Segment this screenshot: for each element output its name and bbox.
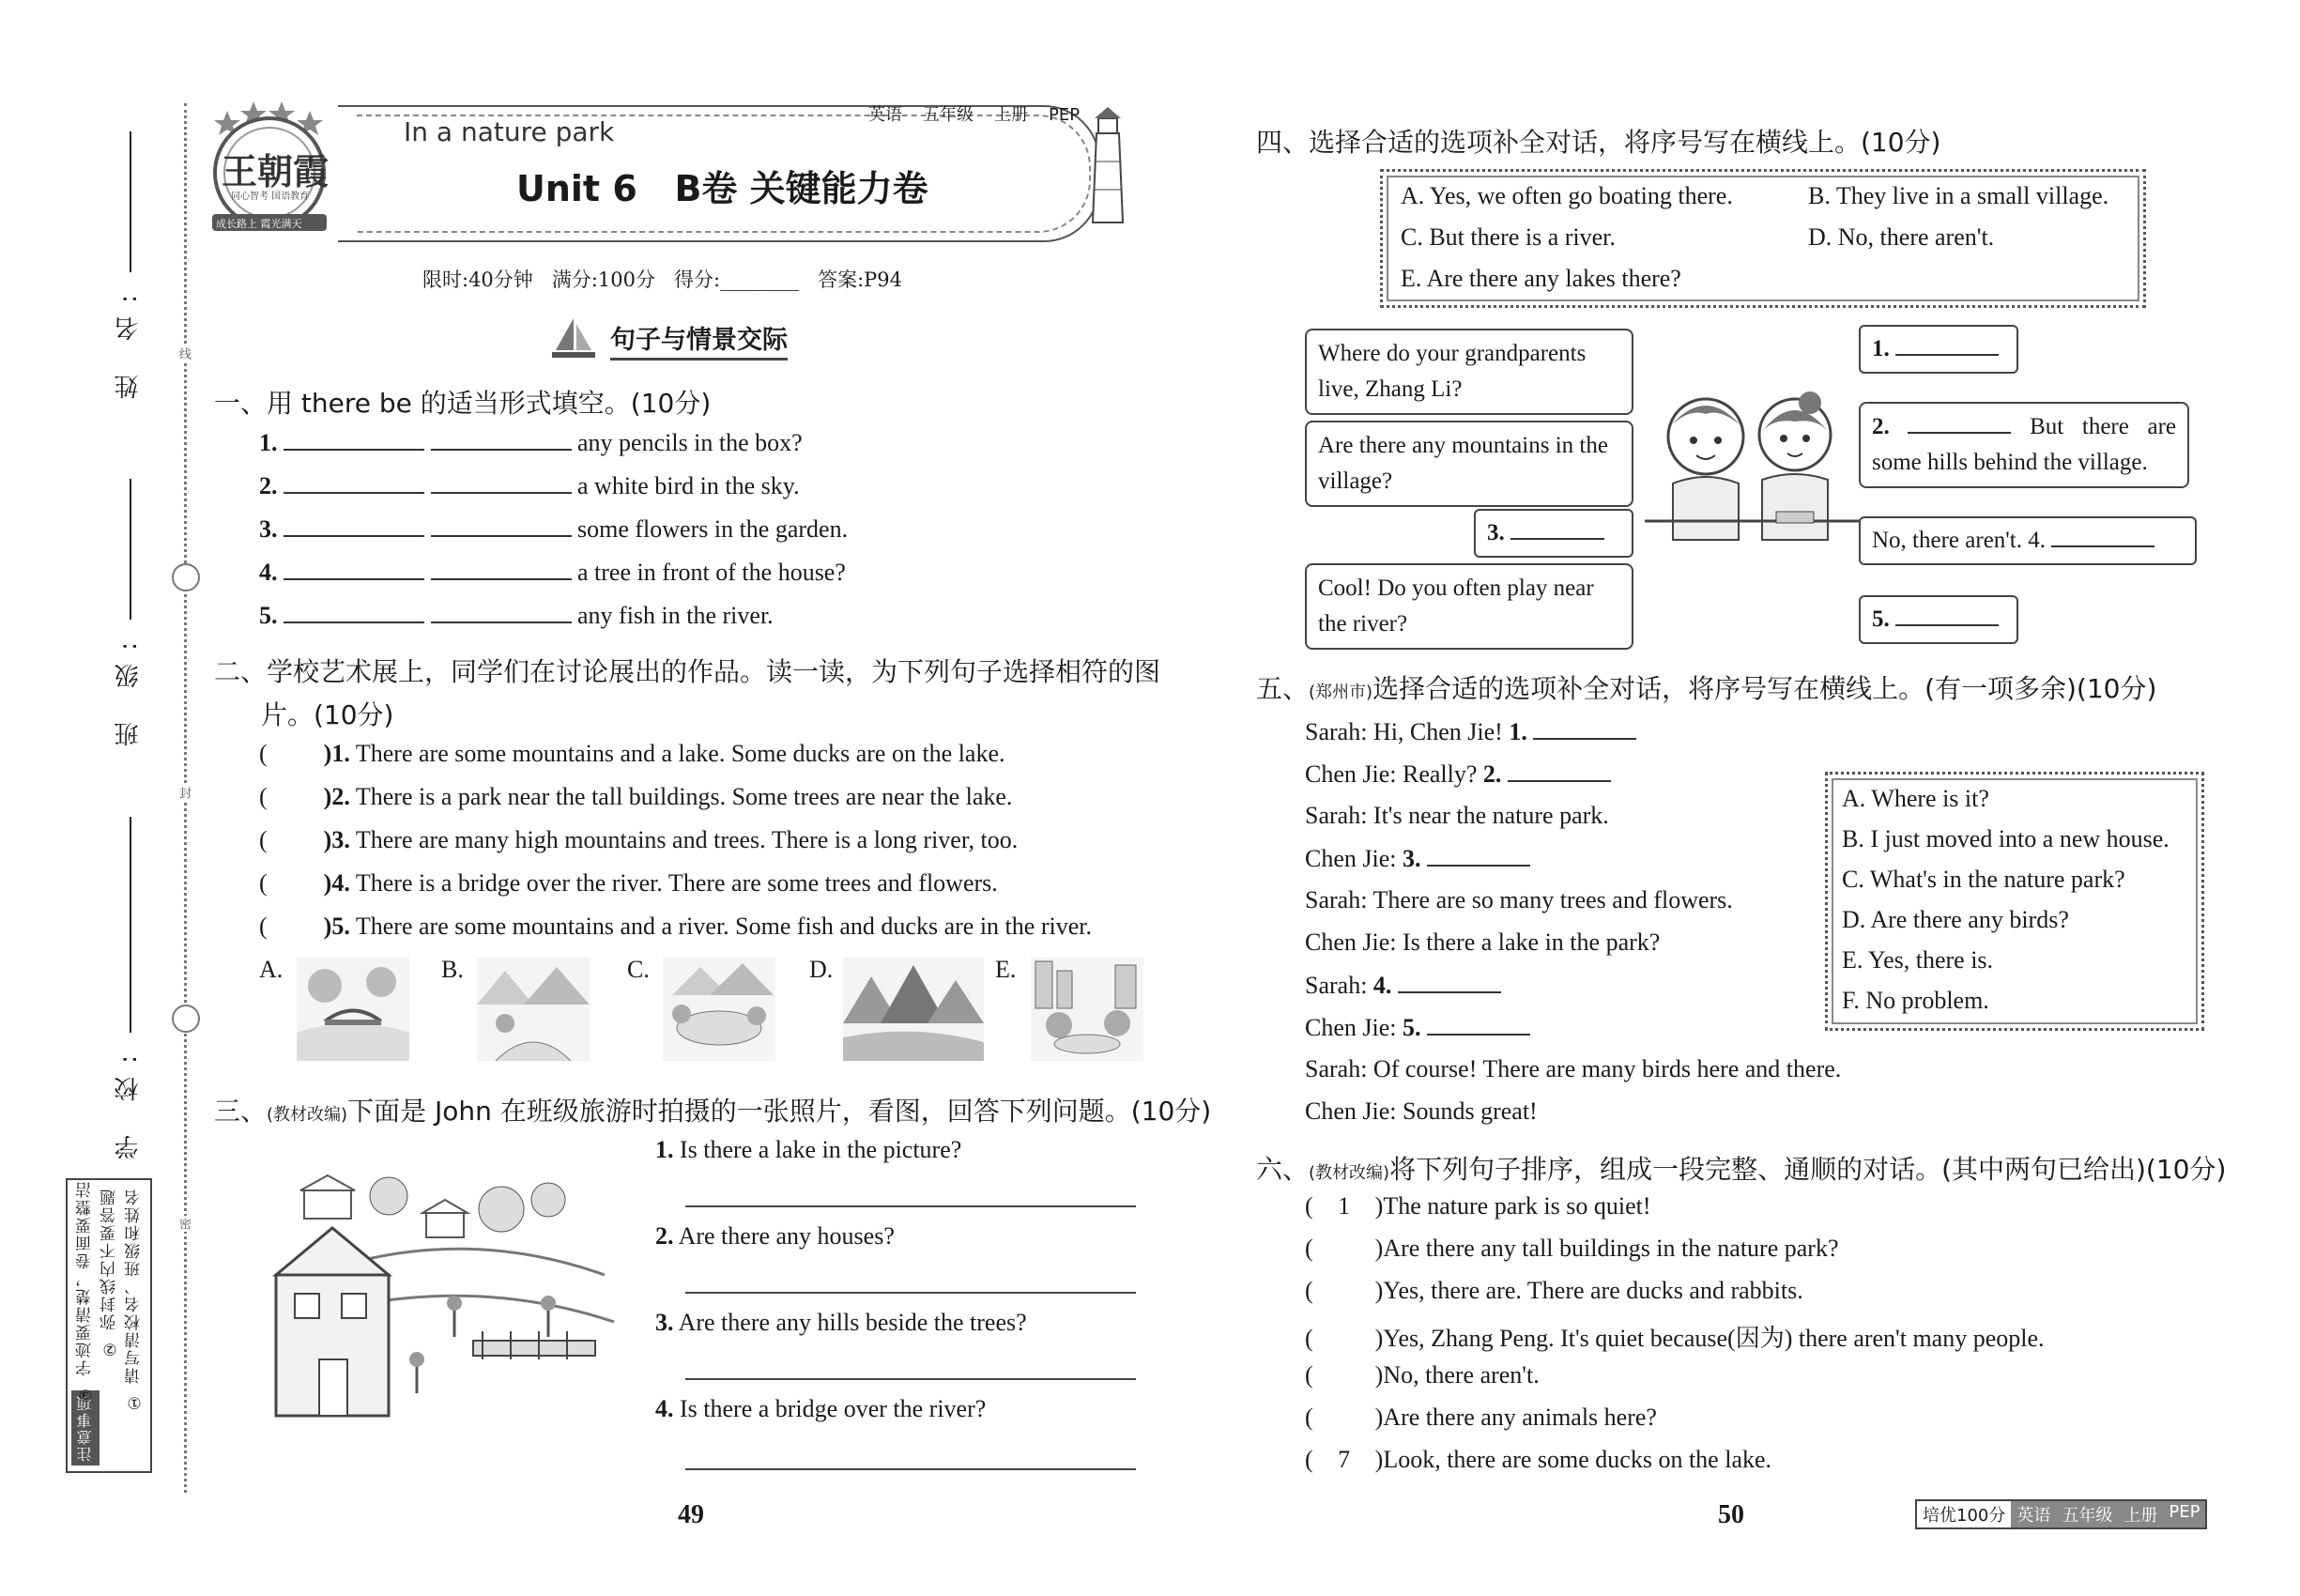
brand-sub: 同心智考 国语教育 xyxy=(231,192,310,202)
class-label: 班 级: xyxy=(115,629,143,747)
series-volume: 上册 xyxy=(2118,1501,2163,1527)
q3-question: 3. Are there any hills beside the trees? xyxy=(655,1309,1027,1336)
cut-tag-3: 密 xyxy=(176,1218,191,1230)
answer-blank[interactable] xyxy=(431,471,572,494)
q4-option: C. But there is a river. xyxy=(1401,223,1616,251)
speech-bubble: Are there any mountains in the village? xyxy=(1305,421,1633,507)
page-number-right: 50 xyxy=(1718,1500,1744,1529)
answer-paren[interactable] xyxy=(268,784,324,805)
children-illustration xyxy=(1645,380,1861,572)
exam-meta: 限时:40分钟 满分:100分 得分:________ 答案:P94 xyxy=(422,269,903,291)
q4-option: B. They live in a small village. xyxy=(1808,182,2109,209)
answer-blank[interactable] xyxy=(284,428,424,451)
order-item: ( 7 )Look, there are some ducks on the lake. xyxy=(1305,1446,1772,1473)
q5-option: A. Where is it? xyxy=(1842,785,1989,812)
pic-label-b: B. xyxy=(441,956,464,983)
speech-bubble-blank: 5. xyxy=(1859,595,2018,644)
picture-d-high-mountains xyxy=(843,958,984,1065)
q5-option: C. What's in the nature park? xyxy=(1842,866,2125,893)
q5-option: D. Are there any birds? xyxy=(1842,906,2069,933)
order-item: ( )Are there any animals here? xyxy=(1305,1404,1657,1431)
pic-label-d: D. xyxy=(809,956,834,983)
order-item: ( )Yes, there are. There are ducks and rabbits. xyxy=(1305,1277,1803,1304)
answer-line[interactable] xyxy=(685,1378,1136,1380)
answer-blank[interactable] xyxy=(284,601,424,623)
q3-question: 4. Is there a bridge over the river? xyxy=(655,1395,987,1422)
dialogue-line: Chen Jie: Is there a lake in the park? xyxy=(1305,928,1661,956)
notice-box xyxy=(66,1178,152,1473)
q1-item: 1. any pencils in the box? xyxy=(259,429,803,456)
q1-item: 5. any fish in the river. xyxy=(259,602,774,629)
speech-bubble: 2. But there are some hills behind the village. xyxy=(1859,402,2189,488)
q1-item: 3. some flowers in the garden. xyxy=(259,515,849,543)
grade: 五年级 xyxy=(923,105,974,125)
dialogue-line: Chen Jie: Sounds great! xyxy=(1305,1097,1538,1125)
class-trip-photo xyxy=(267,1172,623,1429)
order-item: ( )Yes, Zhang Peng. It's quiet because(因为) there aren't many people. xyxy=(1305,1325,2045,1352)
picture-c-lake xyxy=(663,958,775,1065)
q4-option: A. Yes, we often go boating there. xyxy=(1401,182,1733,209)
answer-blank[interactable] xyxy=(1427,844,1530,867)
q3-question: 2. Are there any houses? xyxy=(655,1222,895,1250)
subject: 英语 xyxy=(868,105,902,125)
answer-blank[interactable] xyxy=(1895,604,1999,626)
series-name: 培优100分 xyxy=(1917,1501,2011,1527)
page-number-left: 49 xyxy=(678,1500,704,1529)
answer-blank[interactable] xyxy=(284,514,424,537)
speech-bubble: Cool! Do you often play near the river? xyxy=(1305,563,1633,650)
answer-blank[interactable] xyxy=(284,558,424,580)
answer-blank[interactable] xyxy=(1508,760,1611,782)
book-info xyxy=(868,101,1100,126)
dialogue-line: Chen Jie: Really? 2. xyxy=(1305,760,1611,789)
answer-blank[interactable] xyxy=(1510,517,1604,540)
unit-title: Unit 6 B卷 关键能力卷 xyxy=(516,168,928,209)
answer-line[interactable] xyxy=(685,1468,1136,1470)
answer-blank[interactable] xyxy=(1895,333,1999,356)
cut-tag-2: 封 xyxy=(176,787,191,799)
q1-title: 一、用 there be 的适当形式填空。(10分) xyxy=(214,388,712,419)
order-item: ( )No, there aren't. xyxy=(1305,1361,1540,1389)
order-item: ( )Are there any tall buildings in the nature park? xyxy=(1305,1235,1839,1262)
dialogue-line: Sarah: It's near the nature park. xyxy=(1305,802,1609,829)
q2-title-line2: 片。(10分) xyxy=(261,699,394,730)
q2-title-line1: 二、学校艺术展上，同学们在讨论展出的作品。读一读，为下列句子选择相符的图 xyxy=(214,656,1161,687)
speech-bubble-blank: No, there aren't. 4. xyxy=(1859,516,2197,565)
q2-item: ( )2. There is a park near the tall buildings. Some trees are near the lake. xyxy=(259,783,1013,810)
q2-item: ( )3. There are many high mountains and trees. There is a long river, too. xyxy=(259,826,1019,853)
series-grade: 五年级 xyxy=(2056,1501,2118,1527)
speech-bubble-blank: 1. xyxy=(1859,325,2018,374)
name-label: 姓 名: xyxy=(115,282,143,400)
lighthouse-icon xyxy=(1080,105,1136,231)
speech-bubble: Where do your grandparents live, Zhang Li? xyxy=(1305,329,1633,415)
q5-title: 五、(郑州市)选择合适的选项补全对话，将序号写在横线上。(有一项多余)(10分) xyxy=(1256,673,2157,704)
unit-subtitle: In a nature park xyxy=(404,116,615,147)
binding-hole xyxy=(172,563,200,591)
order-item: ( 1 )The nature park is so quiet! xyxy=(1305,1192,1651,1220)
q5-option: E. Yes, there is. xyxy=(1842,946,1994,974)
volume: 上册 xyxy=(994,105,1028,125)
answer-paren[interactable] xyxy=(268,827,324,848)
notice-item: ② 弥封线内不要答题 xyxy=(100,1188,119,1358)
q5-option: B. I just moved into a new house. xyxy=(1842,825,2170,852)
series-subject: 英语 xyxy=(2011,1501,2056,1527)
picture-a-bridge xyxy=(297,958,409,1065)
q5-option: F. No problem. xyxy=(1842,987,1989,1014)
q3-question: 1. Is there a lake in the picture? xyxy=(655,1136,962,1163)
dialogue-line: Sarah: Of course! There are many birds here and there. xyxy=(1305,1055,1842,1082)
dialogue-line: Sarah: 4. xyxy=(1305,971,1501,1000)
q1-item: 4. a tree in front of the house? xyxy=(259,559,846,586)
q2-item: ( )5. There are some mountains and a river. Some fish and ducks are in the river. xyxy=(259,913,1092,940)
q3-title: 三、(教材改编)下面是 John 在班级旅游时拍摄的一张照片，看图，回答下列问题。(10分) xyxy=(214,1096,1212,1127)
answer-blank[interactable] xyxy=(1533,717,1636,740)
notice-title: 注意事项 xyxy=(71,1390,100,1466)
q2-item: ( )1. There are some mountains and a lake. Some ducks are on the lake. xyxy=(259,740,1005,767)
answer-paren[interactable] xyxy=(268,913,324,934)
q4-option: E. Are there any lakes there? xyxy=(1401,265,1681,292)
answer-line[interactable] xyxy=(685,1205,1136,1207)
answer-blank[interactable] xyxy=(1908,411,2011,434)
q4-title: 四、选择合适的选项补全对话，将序号写在横线上。(10分) xyxy=(1256,127,1941,158)
brand-slogan: 成长路上 霞光满天 xyxy=(216,218,302,230)
answer-blank[interactable] xyxy=(284,471,424,494)
answer-line[interactable] xyxy=(685,1292,1136,1294)
section-badge: 句子与情景交际 xyxy=(610,319,788,361)
pic-label-c: C. xyxy=(627,956,650,983)
answer-blank[interactable] xyxy=(431,428,572,451)
order-number: 1 xyxy=(1338,1192,1351,1220)
school-label: 学 校: xyxy=(115,1042,143,1160)
picture-b-mountain-river xyxy=(477,958,590,1065)
answer-blank[interactable] xyxy=(431,558,572,580)
order-number: 7 xyxy=(1338,1446,1351,1473)
notice-item: ③ 字迹要清楚，卷面要整洁 xyxy=(76,1180,95,1404)
answer-paren[interactable] xyxy=(268,741,324,761)
answer-blank[interactable] xyxy=(431,601,572,623)
answer-blank[interactable] xyxy=(1398,971,1501,993)
dialogue-line: Sarah: Hi, Chen Jie! 1. xyxy=(1305,717,1636,746)
footer-series-tag xyxy=(1915,1499,2207,1529)
q2-item: ( )4. There is a bridge over the river. There are some trees and flowers. xyxy=(259,869,998,897)
speech-bubble-blank: 3. xyxy=(1474,509,1633,558)
series-edition: PEP xyxy=(2163,1501,2205,1527)
cut-tag-1: 线 xyxy=(176,347,191,360)
answer-paren[interactable] xyxy=(268,870,324,891)
dialogue-line: Sarah: There are so many trees and flowers. xyxy=(1305,886,1733,913)
answer-blank[interactable] xyxy=(1427,1013,1530,1036)
school-line[interactable] xyxy=(130,817,131,1033)
dialogue-line: Chen Jie: 5. xyxy=(1305,1013,1530,1042)
sailboat-icon xyxy=(550,315,597,365)
q4-option: D. No, there aren't. xyxy=(1808,223,1995,251)
dialogue-line: Chen Jie: 3. xyxy=(1305,844,1530,873)
name-line[interactable] xyxy=(130,131,131,272)
answer-blank[interactable] xyxy=(431,514,572,537)
pic-label-e: E. xyxy=(995,956,1017,983)
notice-item: ① 请写清校名、班级和姓名 xyxy=(125,1188,144,1412)
pic-label-a: A. xyxy=(259,956,284,983)
binding-hole xyxy=(172,1005,200,1033)
class-line[interactable] xyxy=(130,479,131,620)
brand-name: 王朝霞 xyxy=(222,151,330,192)
q1-item: 2. a white bird in the sky. xyxy=(259,472,800,499)
answer-blank[interactable] xyxy=(2051,525,2154,547)
edition: PEP xyxy=(1049,105,1081,125)
q6-title: 六、(教材改编)将下列句子排序，组成一段完整、通顺的对话。(其中两句已给出)(10分) xyxy=(1256,1154,2227,1185)
picture-e-city-park xyxy=(1031,958,1143,1065)
